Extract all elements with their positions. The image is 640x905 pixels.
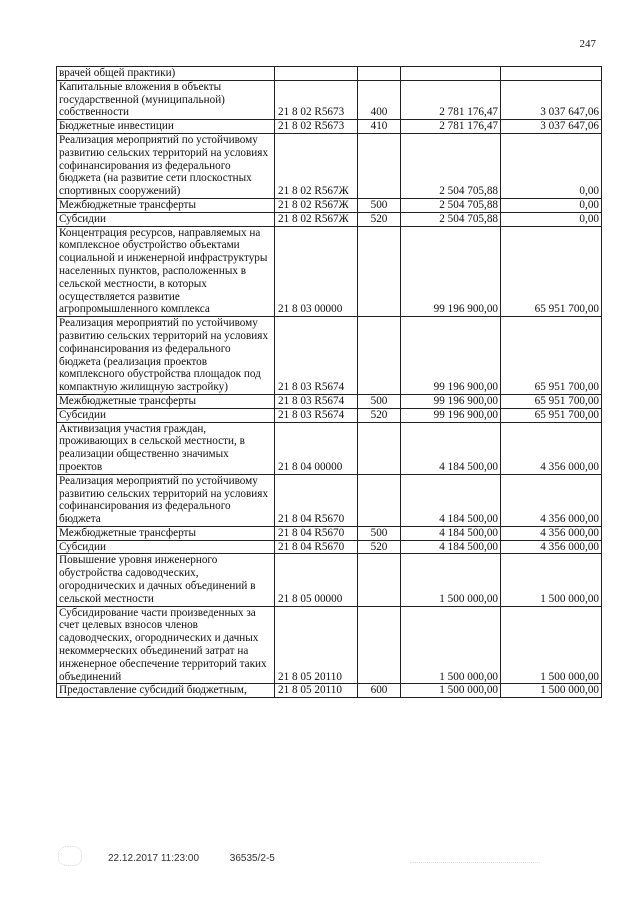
page-footer (108, 853, 303, 864)
cell-code: 21 8 02 R5673 (275, 80, 358, 119)
cell-expense-type (358, 67, 401, 81)
cell-expense-type: 500 (358, 198, 401, 212)
cell-code: 21 8 03 00000 (275, 226, 358, 317)
cell-code: 21 8 04 R5670 (275, 474, 358, 526)
cell-expense-type (358, 317, 401, 395)
stamp-mark (58, 846, 82, 866)
cell-expense-type (358, 474, 401, 526)
cell-amount-2: 65 951 700,00 (501, 408, 602, 422)
cell-amount-1: 99 196 900,00 (401, 394, 501, 408)
table-row (57, 526, 602, 540)
cell-amount-2: 4 356 000,00 (501, 422, 602, 474)
cell-amount-1: 2 504 705,88 (401, 212, 501, 226)
cell-code: 21 8 03 R5674 (275, 394, 358, 408)
cell-code: 21 8 05 20110 (275, 606, 358, 684)
cell-expense-type: 500 (358, 394, 401, 408)
cell-expense-type (358, 226, 401, 317)
cell-amount-2: 0,00 (501, 198, 602, 212)
cell-expense-type (358, 606, 401, 684)
cell-name: Реализация мероприятий по устойчивому развитию сельских территорий на условиях софинансирования из федерального бюджета (на развитие сети плоскостных спортивных сооружений) (57, 133, 275, 198)
cell-amount-2: 4 356 000,00 (501, 526, 602, 540)
cell-name: Активизация участия граждан, проживающих в сельской местности, в реализации общественно значимых проектов (57, 422, 275, 474)
table-row (57, 133, 602, 198)
table-row (57, 212, 602, 226)
cell-amount-1: 2 781 176,47 (401, 80, 501, 119)
table-row (57, 408, 602, 422)
cell-amount-1: 2 504 705,88 (401, 133, 501, 198)
cell-name: Капитальные вложения в объекты государственной (муниципальной) собственности (57, 80, 275, 119)
cell-amount-2: 1 500 000,00 (501, 554, 602, 606)
cell-code: 21 8 04 R5670 (275, 540, 358, 554)
cell-expense-type: 520 (358, 540, 401, 554)
table-row (57, 684, 602, 698)
cell-expense-type (358, 554, 401, 606)
table-row (57, 394, 602, 408)
cell-expense-type: 400 (358, 80, 401, 119)
cell-expense-type: 410 (358, 120, 401, 134)
cell-name: Межбюджетные трансферты (57, 394, 275, 408)
table-row (57, 226, 602, 317)
cell-name: Бюджетные инвестиции (57, 120, 275, 134)
cell-amount-1: 2 781 176,47 (401, 120, 501, 134)
cell-name: Межбюджетные трансферты (57, 198, 275, 212)
cell-expense-type: 520 (358, 212, 401, 226)
cell-amount-1 (401, 67, 501, 81)
cell-amount-1: 99 196 900,00 (401, 408, 501, 422)
cell-name: Субсидии (57, 212, 275, 226)
cell-expense-type (358, 422, 401, 474)
cell-code: 21 8 03 R5674 (275, 408, 358, 422)
cell-code: 21 8 02 R5673 (275, 120, 358, 134)
footer-datetime: 22.12.2017 11:23:00 (108, 853, 200, 864)
cell-amount-1: 4 184 500,00 (401, 526, 501, 540)
table-row (57, 120, 602, 134)
table-row (57, 80, 602, 119)
cell-amount-1: 1 500 000,00 (401, 684, 501, 698)
cell-name: Субсидии (57, 540, 275, 554)
cell-code (275, 67, 358, 81)
cell-expense-type (358, 133, 401, 198)
cell-code: 21 8 02 R567Ж (275, 212, 358, 226)
table-row (57, 540, 602, 554)
budget-table-body (57, 67, 602, 698)
cell-code: 21 8 05 20110 (275, 684, 358, 698)
cell-code: 21 8 03 R5674 (275, 317, 358, 395)
cell-name: Концентрация ресурсов, направляемых на комплексное обустройство объектами социальной и инженерной инфраструктуры населенных пунктов, расположенных в сельской местности, в которых осуществляется развитие агропромышленного комплекса (57, 226, 275, 317)
cell-expense-type: 600 (358, 684, 401, 698)
table-row (57, 317, 602, 395)
cell-expense-type: 500 (358, 526, 401, 540)
cell-amount-2: 3 037 647,06 (501, 120, 602, 134)
cell-amount-1: 4 184 500,00 (401, 474, 501, 526)
table-row (57, 67, 602, 81)
cell-name: врачей общей практики) (57, 67, 275, 81)
page-number: 247 (579, 38, 596, 50)
cell-code: 21 8 04 00000 (275, 422, 358, 474)
cell-amount-2: 1 500 000,00 (501, 606, 602, 684)
cell-amount-1: 99 196 900,00 (401, 226, 501, 317)
budget-table (56, 66, 602, 698)
cell-code: 21 8 04 R5670 (275, 526, 358, 540)
faint-footer-mark (410, 852, 540, 863)
cell-amount-1: 1 500 000,00 (401, 554, 501, 606)
table-row (57, 554, 602, 606)
cell-name: Повышение уровня инженерного обустройства садоводческих, огороднических и дачных объединений в сельской местности (57, 554, 275, 606)
cell-amount-2: 65 951 700,00 (501, 226, 602, 317)
cell-name: Межбюджетные трансферты (57, 526, 275, 540)
cell-name: Реализация мероприятий по устойчивому развитию сельских территорий на условиях софинансирования из федерального бюджета (57, 474, 275, 526)
cell-code: 21 8 05 00000 (275, 554, 358, 606)
cell-amount-2: 0,00 (501, 212, 602, 226)
cell-amount-2: 4 356 000,00 (501, 540, 602, 554)
cell-name: Предоставление субсидий бюджетным, (57, 684, 275, 698)
cell-amount-2: 3 037 647,06 (501, 80, 602, 119)
cell-amount-1: 1 500 000,00 (401, 606, 501, 684)
cell-name: Субсидирование части произведенных за счет целевых взносов членов садоводческих, огороднических и дачных некоммерческих объединений затрат на инженерное обеспечение территорий таких объединений (57, 606, 275, 684)
cell-name: Субсидии (57, 408, 275, 422)
cell-amount-2: 65 951 700,00 (501, 317, 602, 395)
cell-amount-1: 2 504 705,88 (401, 198, 501, 212)
table-row (57, 474, 602, 526)
cell-amount-2: 1 500 000,00 (501, 684, 602, 698)
cell-amount-2 (501, 67, 602, 81)
table-row (57, 198, 602, 212)
cell-name: Реализация мероприятий по устойчивому развитию сельских территорий на условиях софинансирования из федерального бюджета (реализация проектов комплексного обустройства площадок под компактную жилищную застройку) (57, 317, 275, 395)
cell-amount-1: 4 184 500,00 (401, 422, 501, 474)
cell-amount-2: 65 951 700,00 (501, 394, 602, 408)
footer-doc-id: 36535/2-5 (229, 853, 275, 864)
cell-code: 21 8 02 R567Ж (275, 133, 358, 198)
cell-expense-type: 520 (358, 408, 401, 422)
table-row (57, 422, 602, 474)
table-row (57, 606, 602, 684)
cell-amount-1: 4 184 500,00 (401, 540, 501, 554)
cell-code: 21 8 02 R567Ж (275, 198, 358, 212)
cell-amount-1: 99 196 900,00 (401, 317, 501, 395)
cell-amount-2: 4 356 000,00 (501, 474, 602, 526)
cell-amount-2: 0,00 (501, 133, 602, 198)
